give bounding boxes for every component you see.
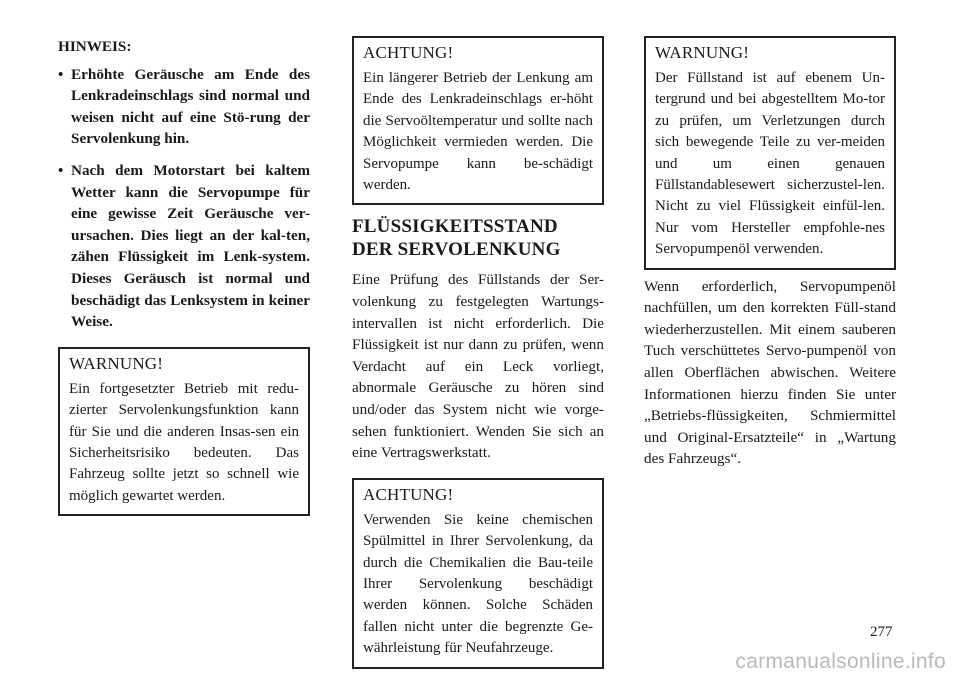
note-bullet-list [58, 64, 310, 333]
warning-box [644, 36, 896, 270]
body-paragraph: Wenn erforderlich, Servopumpenöl nachfüllen, um den korrekten Füll-stand wiederherzustellen. Mit einem sauberen Tuch verschüttetes Servo-pumpenöl von allen Oberflächen abwischen. Weitere Informationen hierzu finden Sie unter „Betriebs-flüssigkeiten, Schmiermittel und Original-Ersatzteile“ in „Wartung des Fahrzeugs“. [644, 277, 896, 468]
column-left [58, 36, 310, 516]
warning-text: Der Füllstand ist auf ebenem Un-tergrund und bei abgestelltem Mo-tor zu prüfen, um Verletzungen durch sich bewegende Teile zu ver-meiden und um einen genauen Füllstandablesewert sicherzustel-len. Nicht zu viel Flüssigkeit einfül-len. Nur vom Hersteller empfohle-nes Servopumpenöl verwenden. [655, 70, 885, 258]
column-right [644, 36, 896, 470]
caution-box [352, 36, 604, 205]
caution-title: ACHTUNG! [363, 484, 454, 504]
section-title-line: DER SERVOLENKUNG [352, 239, 561, 261]
section-title-line: FLÜSSIGKEITSSTAND [352, 216, 558, 238]
caution-text: Verwenden Sie keine chemischen Spülmittel in Ihrer Servolenkung, da durch die Chemikalien die Bau-teile Ihrer Servolenkung beschädigt werden können. Solche Schäden fallen nicht unter die begrenzte Ge-währleistung für Neufahrzeuge. [363, 511, 593, 657]
caution-text: Ein längerer Betrieb der Lenkung am Ende des Lenkradeinschlags er-höht die Servoöltemperatur und sollte nach Möglichkeit vermieden werden. Die Servopumpe kann be-schädigt werden. [363, 70, 593, 194]
page-number: 277 [870, 624, 893, 640]
section-title [352, 215, 604, 261]
note-heading: HINWEIS: [58, 38, 132, 55]
bullet-icon: • [58, 65, 64, 83]
note-bullet-text: Erhöhte Geräusche am Ende des Lenkradeinschlags sind normal und weisen nicht auf eine Stö-rung der Servolenkung hin. [71, 65, 310, 148]
note-bullet-text: Nach dem Motorstart bei kaltem Wetter kann die Servopumpe für eine gewisse Zeit Geräusche ver-ursachen. Dies liegt an der kal-ten, zähen Flüssigkeit im Lenk-system. Dieses Geräusch ist normal und beschädigt das Lenksystem in keiner Weise. [71, 161, 310, 331]
column-middle [352, 36, 604, 669]
caution-box [352, 478, 604, 669]
warning-title: WARNUNG! [655, 43, 750, 62]
body-paragraph: Eine Prüfung des Füllstands der Ser-volenkung zu festgelegten Wartungs-intervallen ist nicht erforderlich. Die Flüssigkeit ist nur dann zu prüfen, wenn Verdacht auf ein Leck vorliegt, abnormale Geräusche zu hören sind und/oder das System nicht wie vorge-sehen funktioniert. Wenden Sie sich an eine Vertragswerkstatt. [352, 271, 604, 462]
warning-text: Ein fortgesetzter Betrieb mit redu-zierter Servolenkungsfunktion kann für Sie und die anderen Insas-sen ein Sicherheitsrisiko bedeuten. Das Fahrzeug sollte jetzt so schnell wie möglich gewartet werden. [69, 380, 299, 504]
note-bullet-item [58, 160, 310, 333]
warning-box [58, 347, 310, 516]
watermark: carmanualsonline.info [735, 650, 946, 673]
caution-title: ACHTUNG! [363, 43, 454, 62]
bullet-icon: • [58, 161, 64, 179]
warning-title: WARNUNG! [69, 353, 164, 373]
note-bullet-item [58, 64, 310, 150]
